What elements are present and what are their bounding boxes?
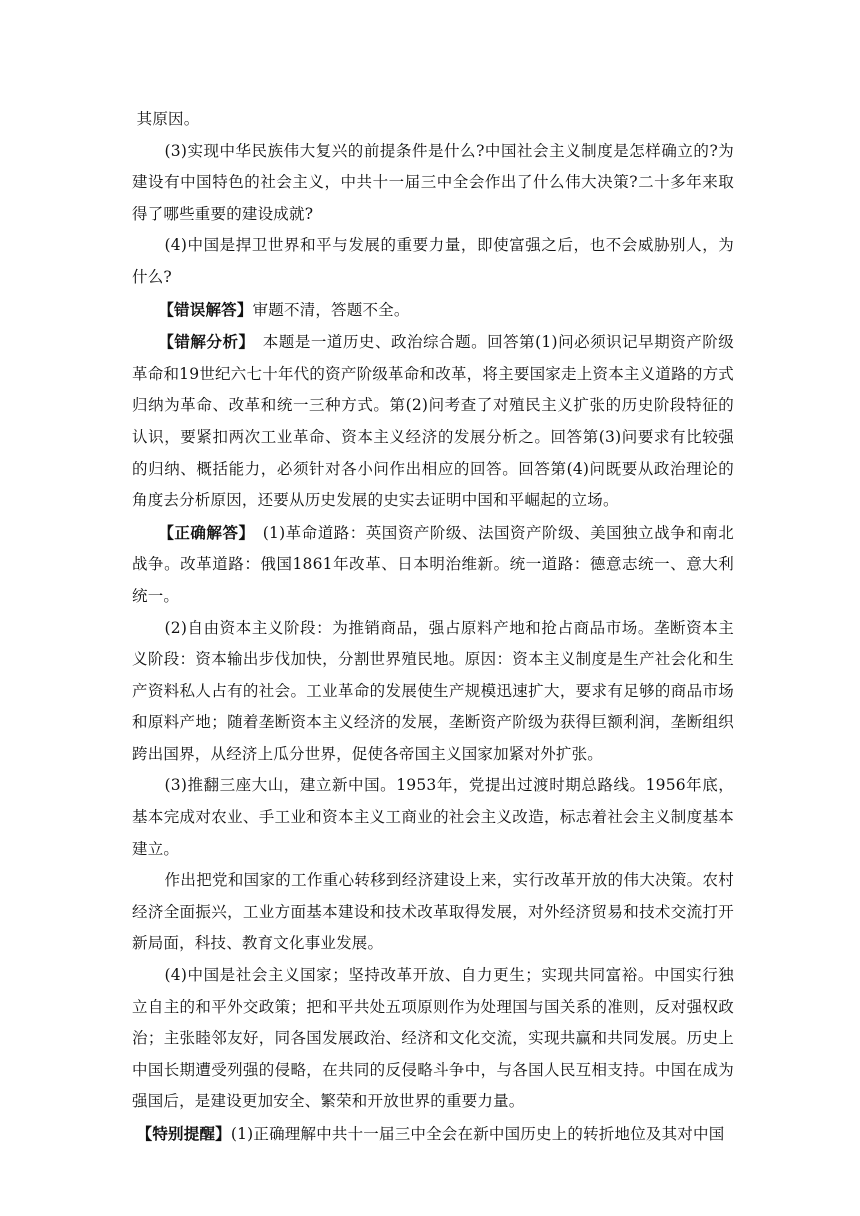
correct-answer-paragraph xyxy=(132,517,734,613)
special-note-text: (1)正确理解中共十一届三中全会在新中国历史上的转折地位及其对中国 xyxy=(230,1125,725,1143)
correct-answer-label: 【正确解答】 xyxy=(158,522,247,542)
special-note-label: 【特别提醒】 xyxy=(136,1124,231,1143)
wrong-answer-text: 审题不清，答题不全。 xyxy=(252,300,410,319)
wrong-analysis-paragraph xyxy=(132,326,734,517)
continuation-line: 其原因。 xyxy=(136,110,200,128)
document-body xyxy=(132,104,734,1151)
answer-4: (4)中国是社会主义国家；坚持改革开放、自力更生；实现共同富裕。中国实行独立自主的和平外交政策；把和平共处五项原则作为处理国与国关系的准则，反对强权政治；主张睦邻友好，同各国发展政治、经济和文化交流，实现共赢和共同发展。历史上中国长期遭受列强的侵略，在共同的反侵略斗争中，与各国人民互相支持。中国在成为强国后，是建设更加安全、繁荣和开放世界的重要力量。 xyxy=(132,966,734,1111)
answer-3-continued: 作出把党和国家的工作重心转移到经济建设上来，实行改革开放的伟大决策。农村经济全面振兴，工业方面基本建设和技术改革取得发展，对外经济贸易和技术交流打开新局面，科技、教育文化事业发展。 xyxy=(132,871,734,953)
question-3: (3)实现中华民族伟大复兴的前提条件是什么?中国社会主义制度是怎样确立的?为建设有中国特色的社会主义，中共十一届三中全会作出了什么伟大决策?二十多年来取得了哪些重要的建设成就? xyxy=(132,141,734,223)
wrong-analysis-text: 本题是一道历史、政治综合题。回答第(1)问必须识记早期资产阶级革命和19世纪六七十年代的资产阶级革命和改革，将主要国家走上资本主义道路的方式归纳为革命、改革和统一三种方式。第(2)问考查了对殖民主义扩张的历史阶段特征的认识，要紧扣两次工业革命、资本主义经济的发展分析之。回答第(3)问要求有比较强的归纳、概括能力，必须针对各小问作出相应的回答。回答第(4)问既要从政治理论的角度去分析原因，还要从历史发展的史实去证明中国和平崛起的立场。 xyxy=(132,333,735,510)
correct-answer-text: (1)革命道路：英国资产阶级、法国资产阶级、美国独立战争和南北战争。改革道路：俄国1861年改革、日本明治维新。统一道路：德意志统一、意大利统一。 xyxy=(132,523,735,605)
special-note-paragraph xyxy=(132,1118,734,1151)
answer-2: (2)自由资本主义阶段：为推销商品，强占原料产地和抢占商品市场。垄断资本主义阶段：资本输出步伐加快，分割世界殖民地。原因：资本主义制度是生产社会化和生产资料私人占有的社会。工业革命的发展使生产规模迅速扩大，要求有足够的商品市场和原料产地；随着垄断资本主义经济的发展，垄断资产阶级为获得巨额利润，垄断组织跨出国界，从经济上瓜分世界，促使各帝国主义国家加紧对外扩张。 xyxy=(132,618,734,763)
wrong-answer-label: 【错误解答】 xyxy=(158,299,253,319)
wrong-analysis-label: 【错解分析】 xyxy=(158,332,247,352)
wrong-answer-paragraph xyxy=(132,294,734,327)
answer-3: (3)推翻三座大山，建立新中国。1953年，党提出过渡时期总路线。1956年底，基本完成对农业、手工业和资本主义工商业的社会主义改造，标志着社会主义制度基本建立。 xyxy=(132,776,734,858)
question-4: (4)中国是捍卫世界和平与发展的重要力量，即使富强之后，也不会威胁别人，为什么? xyxy=(132,236,734,286)
